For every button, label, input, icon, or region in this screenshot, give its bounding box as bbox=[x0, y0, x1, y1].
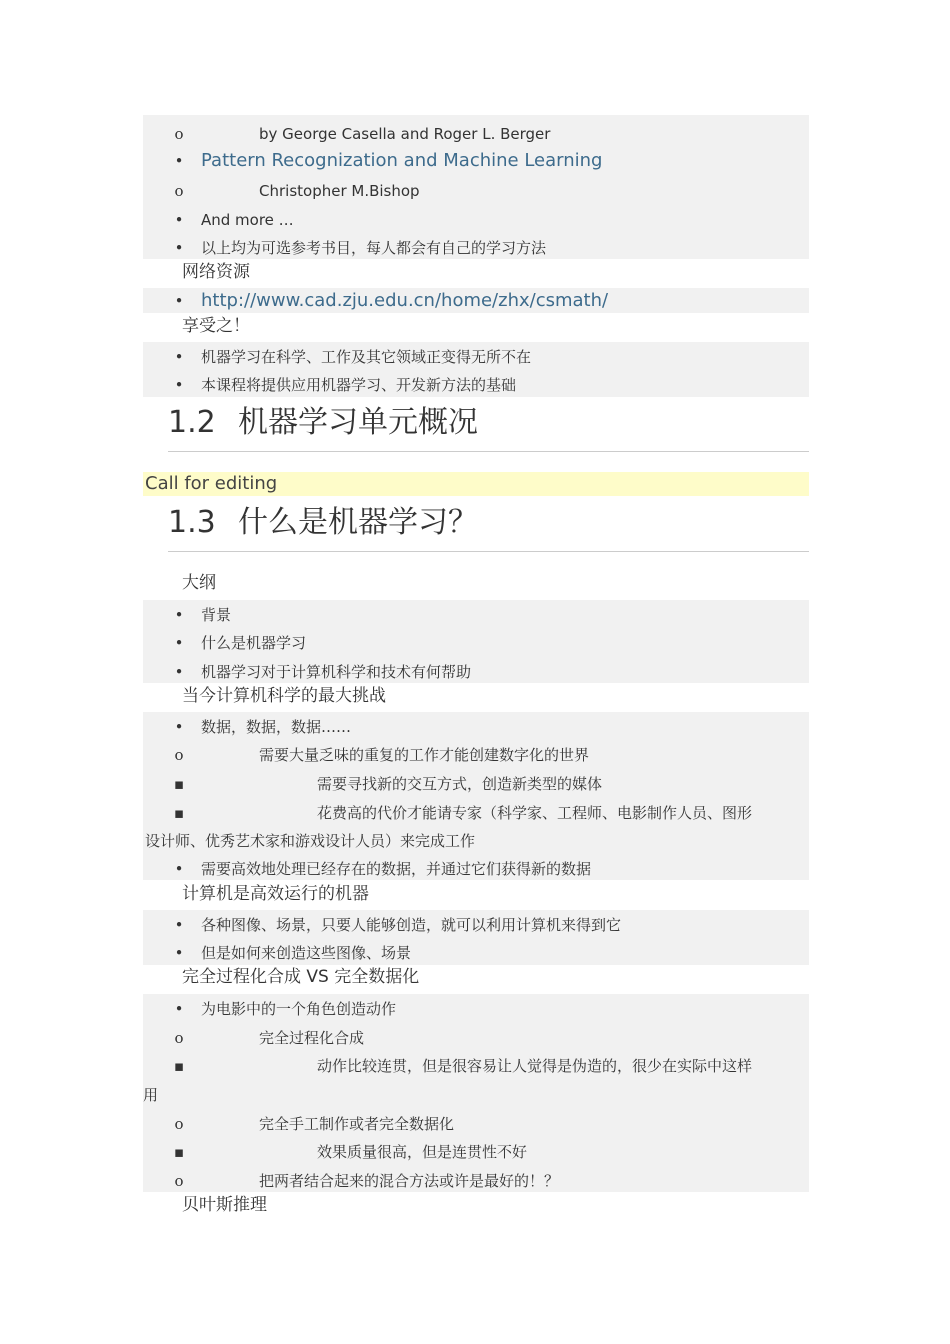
call-for-editing-text: Call for editing bbox=[145, 473, 278, 494]
list-item-text: 效果质量很高，但是连贯性不好 bbox=[317, 1143, 528, 1161]
disc-bullet: • bbox=[174, 1000, 184, 1018]
list-item-text: 什么是机器学习 bbox=[201, 634, 307, 652]
list-item-text: 各种图像、场景，只要人能够创造，就可以利用计算机来得到它 bbox=[201, 916, 622, 934]
list-item-text: 背景 bbox=[201, 606, 232, 624]
challenge-label: 当今计算机科学的最大挑战 bbox=[182, 686, 386, 706]
list-item-continuation: 用 bbox=[143, 1086, 159, 1104]
enjoy-label: 享受之！ bbox=[182, 316, 250, 336]
course-url-link[interactable]: http://www.cad.zju.edu.cn/home/zhx/csmath/ bbox=[201, 290, 609, 311]
list-item-text: 为电影中的一个角色创造动作 bbox=[201, 1000, 397, 1018]
book-title-link[interactable]: Pattern Recognization and Machine Learning bbox=[201, 150, 603, 171]
computer-label: 计算机是高效运行的机器 bbox=[182, 884, 369, 904]
section-number: 1.3 bbox=[168, 505, 216, 540]
square-bullet: ▪ bbox=[173, 1143, 185, 1161]
list-item-text: 动作比较连贯，但是很容易让人觉得是伪造的，很少在实际中这样 bbox=[317, 1057, 753, 1075]
disc-bullet: • bbox=[174, 663, 184, 681]
disc-bullet: • bbox=[174, 376, 184, 394]
disc-bullet: • bbox=[174, 239, 184, 257]
list-item-text: 完全过程化合成 bbox=[259, 1029, 365, 1047]
note-text: 以上均为可选参考书目，每人都会有自己的学习方法 bbox=[201, 239, 547, 257]
disc-bullet: • bbox=[174, 944, 184, 962]
circle-bullet: o bbox=[174, 746, 184, 764]
bayes-label: 贝叶斯推理 bbox=[182, 1195, 267, 1215]
square-bullet: ▪ bbox=[173, 775, 185, 793]
disc-bullet: • bbox=[174, 211, 184, 229]
section-heading-1-3 bbox=[168, 503, 809, 552]
procedural-label bbox=[182, 965, 419, 989]
disc-bullet: • bbox=[174, 634, 184, 652]
list-item-text: 数据，数据，数据…… bbox=[201, 718, 352, 736]
disc-bullet: • bbox=[174, 292, 184, 310]
challenge-list bbox=[143, 712, 809, 880]
list-item-text: 需要寻找新的交互方式，创造新类型的媒体 bbox=[317, 775, 603, 793]
list-item-text: 机器学习对于计算机科学和技术有何帮助 bbox=[201, 663, 472, 681]
circle-bullet: o bbox=[174, 1115, 184, 1133]
list-item-continuation: 设计师、优秀艺术家和游戏设计人员）来完成工作 bbox=[145, 832, 476, 850]
list-item-text: 需要高效地处理已经存在的数据，并通过它们获得新的数据 bbox=[201, 860, 592, 878]
circle-bullet: o bbox=[174, 125, 184, 143]
disc-bullet: • bbox=[174, 916, 184, 934]
square-bullet: ▪ bbox=[173, 804, 185, 822]
list-item-text: 本课程将提供应用机器学习、开发新方法的基础 bbox=[201, 376, 517, 394]
procedural-list bbox=[143, 994, 809, 1192]
more-text: And more … bbox=[201, 211, 294, 229]
list-item-text: 机器学习在科学、工作及其它领域正变得无所不在 bbox=[201, 348, 532, 366]
list-item-text: 把两者结合起来的混合方法或许是最好的！？ bbox=[259, 1172, 560, 1190]
disc-bullet: • bbox=[174, 718, 184, 736]
list-item-text: 完全手工制作或者完全数据化 bbox=[259, 1115, 455, 1133]
disc-bullet: • bbox=[174, 152, 184, 170]
procedural-label-pre: 完全过程化合成 bbox=[182, 967, 307, 987]
circle-bullet: o bbox=[174, 1029, 184, 1047]
circle-bullet: o bbox=[174, 1172, 184, 1190]
web-resources-label: 网络资源 bbox=[182, 262, 250, 282]
procedural-label-post: 完全数据化 bbox=[328, 967, 420, 987]
disc-bullet: • bbox=[174, 606, 184, 624]
section-title: 机器学习单元概况 bbox=[238, 405, 478, 440]
section-number: 1.2 bbox=[168, 405, 216, 440]
disc-bullet: • bbox=[174, 348, 184, 366]
list-item-text: 需要大量乏味的重复的工作才能创建数字化的世界 bbox=[259, 746, 590, 764]
list-item-text: 花费高的代价才能请专家（科学家、工程师、电影制作人员、图形 bbox=[317, 804, 753, 822]
outline-label: 大纲 bbox=[182, 573, 216, 593]
disc-bullet: • bbox=[174, 860, 184, 878]
section-heading-1-2 bbox=[168, 403, 809, 452]
square-bullet: ▪ bbox=[173, 1057, 185, 1075]
circle-bullet: o bbox=[174, 182, 184, 200]
section-title: 什么是机器学习？ bbox=[238, 505, 478, 540]
book-author: by George Casella and Roger L. Berger bbox=[259, 125, 551, 143]
list-item-text: 但是如何来创造这些图像、场景 bbox=[201, 944, 412, 962]
book-author: Christopher M.Bishop bbox=[259, 182, 420, 200]
procedural-label-vs: VS bbox=[306, 967, 329, 987]
